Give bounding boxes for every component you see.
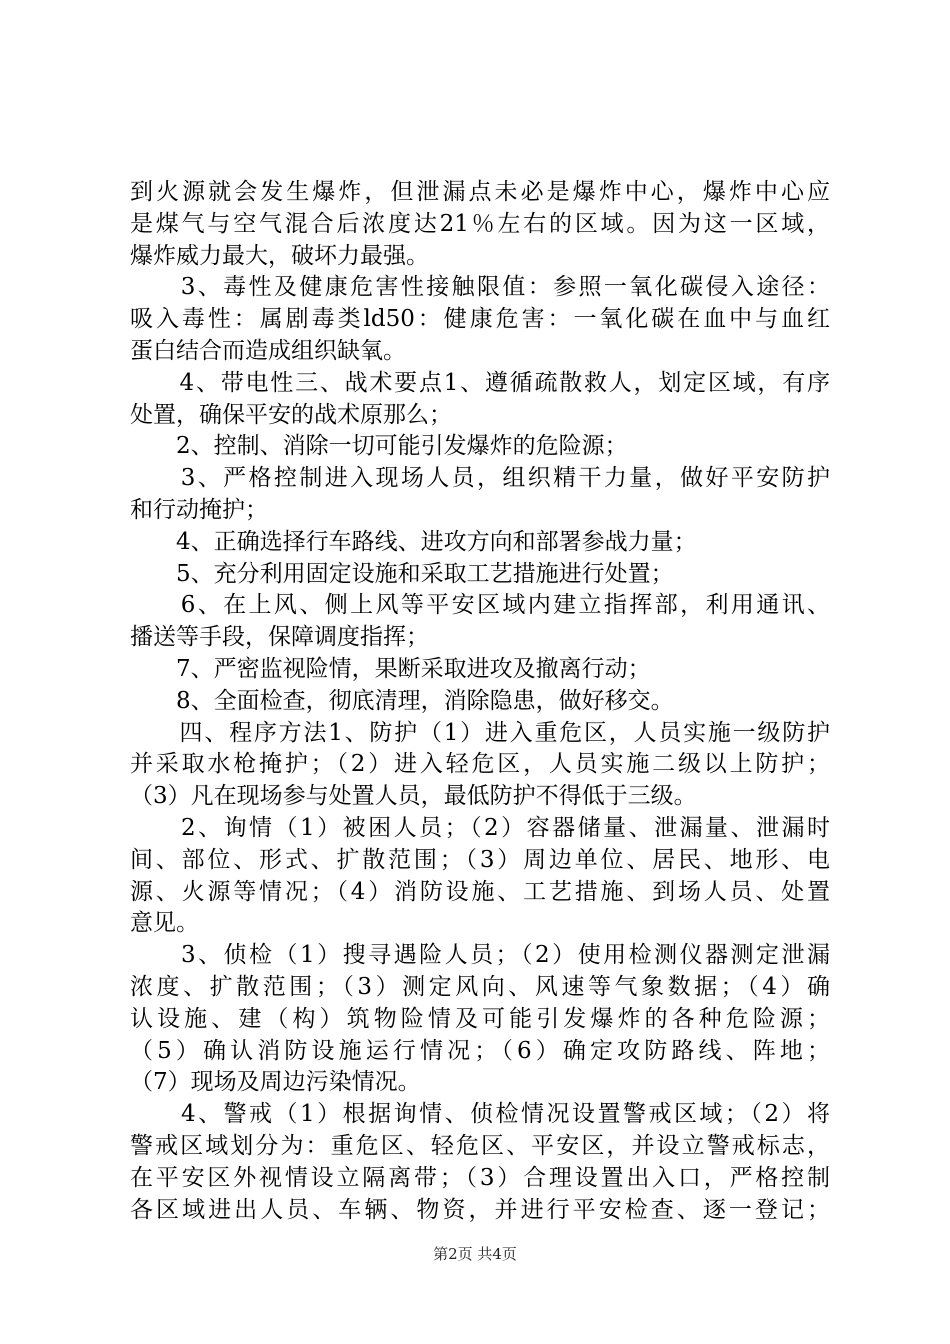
text-line: 浓度、扩散范围；（3）测定风向、风速等气象数据；（4）确 (130, 973, 830, 1000)
text-line: 4、带电性三、战术要点1、遵循疏散救人，划定区域，有序 (130, 369, 830, 396)
text-line: （3）凡在现场参与处置人员，最低防护不得低于三级。 (130, 783, 697, 810)
text-line: 意见。 (130, 910, 199, 937)
text-line: 蛋白结合而造成组织缺氧。 (130, 337, 406, 364)
page-footer: 第2页 共4页 (433, 1245, 517, 1263)
text-line: 8、全面检查，彻底清理，消除隐患，做好移交。 (130, 687, 674, 714)
text-line: 处置，确保平安的战术原那么； (130, 401, 452, 428)
text-line: 各区域进出人员、车辆、物资，并进行平安检查、逐一登记； (130, 1196, 830, 1223)
text-line: 并采取水枪掩护；（2）进入轻危区，人员实施二级以上防护； (130, 751, 830, 778)
text-line: 6、在上风、侧上风等平安区域内建立指挥部，利用通讯、 (130, 592, 830, 619)
text-line: 和行动掩护； (130, 496, 268, 523)
text-line: （7）现场及周边污染情况。 (130, 1069, 421, 1096)
text-line: 5、充分利用固定设施和采取工艺措施进行处置； (130, 560, 674, 587)
text-line: 爆炸威力最大，破坏力最强。 (130, 242, 429, 269)
text-line: 在平安区外视情设立隔离带；（3）合理设置出入口，严格控制 (130, 1164, 830, 1191)
text-line: 3、严格控制进入现场人员，组织精干力量，做好平安防护 (130, 465, 830, 492)
text-line: 是煤气与空气混合后浓度达21％左右的区域。因为这一区域， (130, 210, 830, 237)
text-line: （5）确认消防设施运行情况；（6）确定攻防路线、阵地； (130, 1037, 830, 1064)
text-line: 4、正确选择行车路线、进攻方向和部署参战力量； (130, 528, 697, 555)
text-line: 3、侦检（1）搜寻遇险人员；（2）使用检测仪器测定泄漏 (130, 942, 830, 969)
text-line: 警戒区域划分为：重危区、轻危区、平安区，并设立警戒标志， (130, 1132, 830, 1159)
text-line: 3、毒性及健康危害性接触限值：参照一氧化碳侵入途径： (130, 274, 830, 301)
text-line: 7、严密监视险情，果断采取进攻及撤离行动； (130, 655, 651, 682)
text-line: 4、警戒（1）根据询情、侦检情况设置警戒区域；（2）将 (130, 1101, 830, 1128)
body-text (130, 177, 830, 1226)
text-line: 2、控制、消除一切可能引发爆炸的危险源； (130, 433, 628, 460)
text-line: 间、部位、形式、扩散范围；（3）周边单位、居民、地形、电 (130, 846, 830, 873)
text-line: 源、火源等情况；（4）消防设施、工艺措施、到场人员、处置 (130, 878, 830, 905)
text-line: 到火源就会发生爆炸，但泄漏点未必是爆炸中心，爆炸中心应 (130, 179, 830, 205)
text-line: 播送等手段，保障调度指挥； (130, 624, 429, 651)
text-line: 2、询情（1）被困人员；（2）容器储量、泄漏量、泄漏时 (130, 814, 830, 841)
text-line: 认设施、建（构）筑物险情及可能引发爆炸的各种危险源； (130, 1005, 830, 1032)
text-line: 四、程序方法1、防护（1）进入重危区，人员实施一级防护 (130, 719, 830, 746)
text-line: 吸入毒性：属剧毒类ld50：健康危害：一氧化碳在血中与血红 (130, 306, 830, 333)
